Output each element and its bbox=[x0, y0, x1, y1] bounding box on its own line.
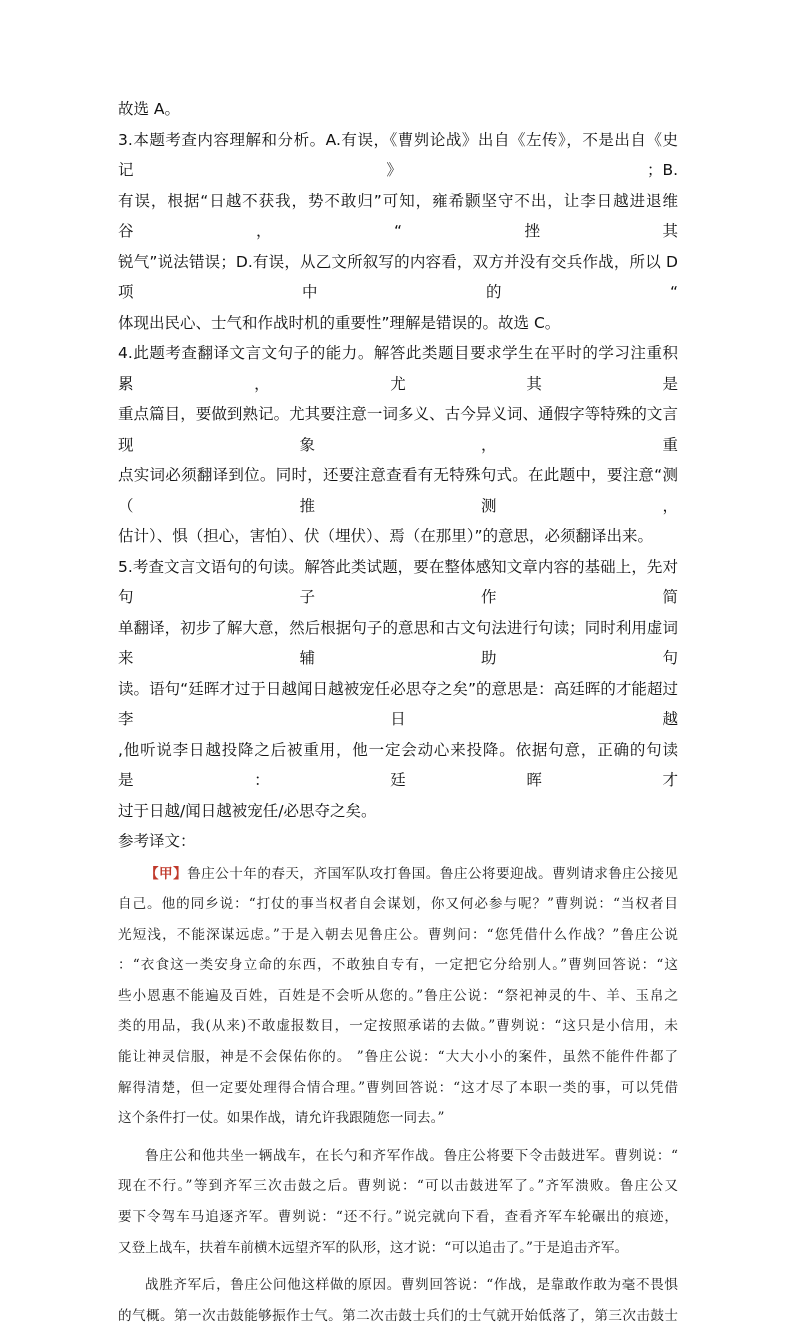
answer-line: 体现出民心、士气和作战时机的重要性”理解是错误的。故选 C。 bbox=[118, 308, 678, 339]
answer-line: ,他听说李日越投降之后被重用，他一定会动心来投降。依据句意，正确的句读是：廷晖才 bbox=[118, 735, 678, 796]
translation-line: 光短浅，不能深谋远虑。”于是入朝去见鲁庄公。曹刿问：“您凭借什么作战？”鲁庄公说 bbox=[118, 920, 678, 951]
translation-line: 这个条件打一仗。如果作战，请允许我跟随您一同去。” bbox=[118, 1103, 678, 1134]
answer-line: 重点篇目，要做到熟记。尤其要注意一词多义、古今异义词、通假字等特殊的文言现象，重 bbox=[118, 399, 678, 460]
answer-line: 单翻译，初步了解大意，然后根据句子的意思和古文句法进行句读；同时利用虚词来辅助句 bbox=[118, 613, 678, 674]
translation-line: 自己。他的同乡说：“打仗的事当权者自会谋划，你又何必参与呢？”曹刿说：“当权者目 bbox=[118, 889, 678, 920]
translation-line: ：“衣食这一类安身立命的东西，不敢独自专有，一定把它分给别人。”曹刿回答说：“这 bbox=[118, 950, 678, 981]
answer-line: 3.本题考查内容理解和分析。A.有误，《曹刿论战》出自《左传》，不是出自《史记》；B. bbox=[118, 125, 678, 186]
translation-line: 又登上战车，扶着车前横木远望齐军的队形，这才说：“可以追击了。”于是追击齐军。 bbox=[118, 1233, 678, 1264]
translation-line: 的气概。第一次击鼓能够振作士气。第二次击鼓士兵们的士气就开始低落了，第三次击鼓士 bbox=[118, 1301, 678, 1331]
answer-section bbox=[118, 94, 678, 857]
answer-line: 估计）、惧（担心，害怕）、伏（埋伏）、焉（在那里）”的意思，必须翻译出来。 bbox=[118, 521, 678, 552]
passage-a-mark: 【甲】 bbox=[145, 866, 187, 882]
translation-paragraph-3 bbox=[118, 1270, 678, 1331]
translation-line: 要下令驾车马追逐齐军。曹刿说：“还不行。”说完就向下看，查看齐军车轮碾出的痕迹， bbox=[118, 1202, 678, 1233]
translation-line: 战胜齐军后，鲁庄公问他这样做的原因。曹刿回答说：“作战，是靠敢作敢为毫不畏惧 bbox=[118, 1270, 678, 1301]
translation-line: 鲁庄公和他共坐一辆战车，在长勺和齐军作战。鲁庄公将要下令击鼓进军。曹刿说：“ bbox=[118, 1141, 678, 1172]
answer-line: 有误，根据“日越不获我，势不敢归”可知，雍希颢坚守不出，让李日越进退维谷，“挫其 bbox=[118, 186, 678, 247]
translation-paragraph-1 bbox=[118, 859, 678, 1134]
document-page bbox=[118, 94, 678, 1331]
translation-line: 解得清楚，但一定要处理得合情合理。”曹刿回答说：“这才尽了本职一类的事，可以凭借 bbox=[118, 1073, 678, 1104]
answer-line: 读。语句“廷晖才过于日越闻日越被宠任必思夺之矣”的意思是：高廷晖的才能超过李日越 bbox=[118, 674, 678, 735]
answer-line: 锐气”说法错误；D.有误，从乙文所叙写的内容看，双方并没有交兵作战，所以 D 项中的“ bbox=[118, 247, 678, 308]
translation-line: 能让神灵信服，神是不会保佑你的。 ”鲁庄公说：“大大小小的案件，虽然不能件件都了 bbox=[118, 1042, 678, 1073]
answer-line: 过于日越/闻日越被宠任/必思夺之矣。 bbox=[118, 796, 678, 827]
answer-line: 5.考查文言文语句的句读。解答此类试题，要在整体感知文章内容的基础上，先对句子作简 bbox=[118, 552, 678, 613]
translation-line: 【甲】鲁庄公十年的春天，齐国军队攻打鲁国。鲁庄公将要迎战。曹刿请求鲁庄公接见 bbox=[118, 859, 678, 890]
translation-line: 类的用品，我(从来)不敢虚报数目，一定按照承诺的去做。”曹刿说：“这只是小信用，未 bbox=[118, 1011, 678, 1042]
answer-line: 4.此题考查翻译文言文句子的能力。解答此类题目要求学生在平时的学习注重积累，尤其是 bbox=[118, 338, 678, 399]
translation-paragraph-2 bbox=[118, 1141, 678, 1263]
translation-section bbox=[118, 859, 678, 1331]
answer-line: 故选 A。 bbox=[118, 94, 678, 125]
translation-line: 些小恩惠不能遍及百姓，百姓是不会听从您的。”鲁庄公说：“祭祀神灵的牛、羊、玉帛之 bbox=[118, 981, 678, 1012]
translation-line: 现在不行。”等到齐军三次击鼓之后。曹刿说：“可以击鼓进军了。”齐军溃败。鲁庄公又 bbox=[118, 1171, 678, 1202]
answer-line: 点实词必须翻译到位。同时，还要注意查看有无特殊句式。在此题中，要注意“测（推测， bbox=[118, 460, 678, 521]
reference-translation-heading: 参考译文： bbox=[118, 826, 678, 857]
